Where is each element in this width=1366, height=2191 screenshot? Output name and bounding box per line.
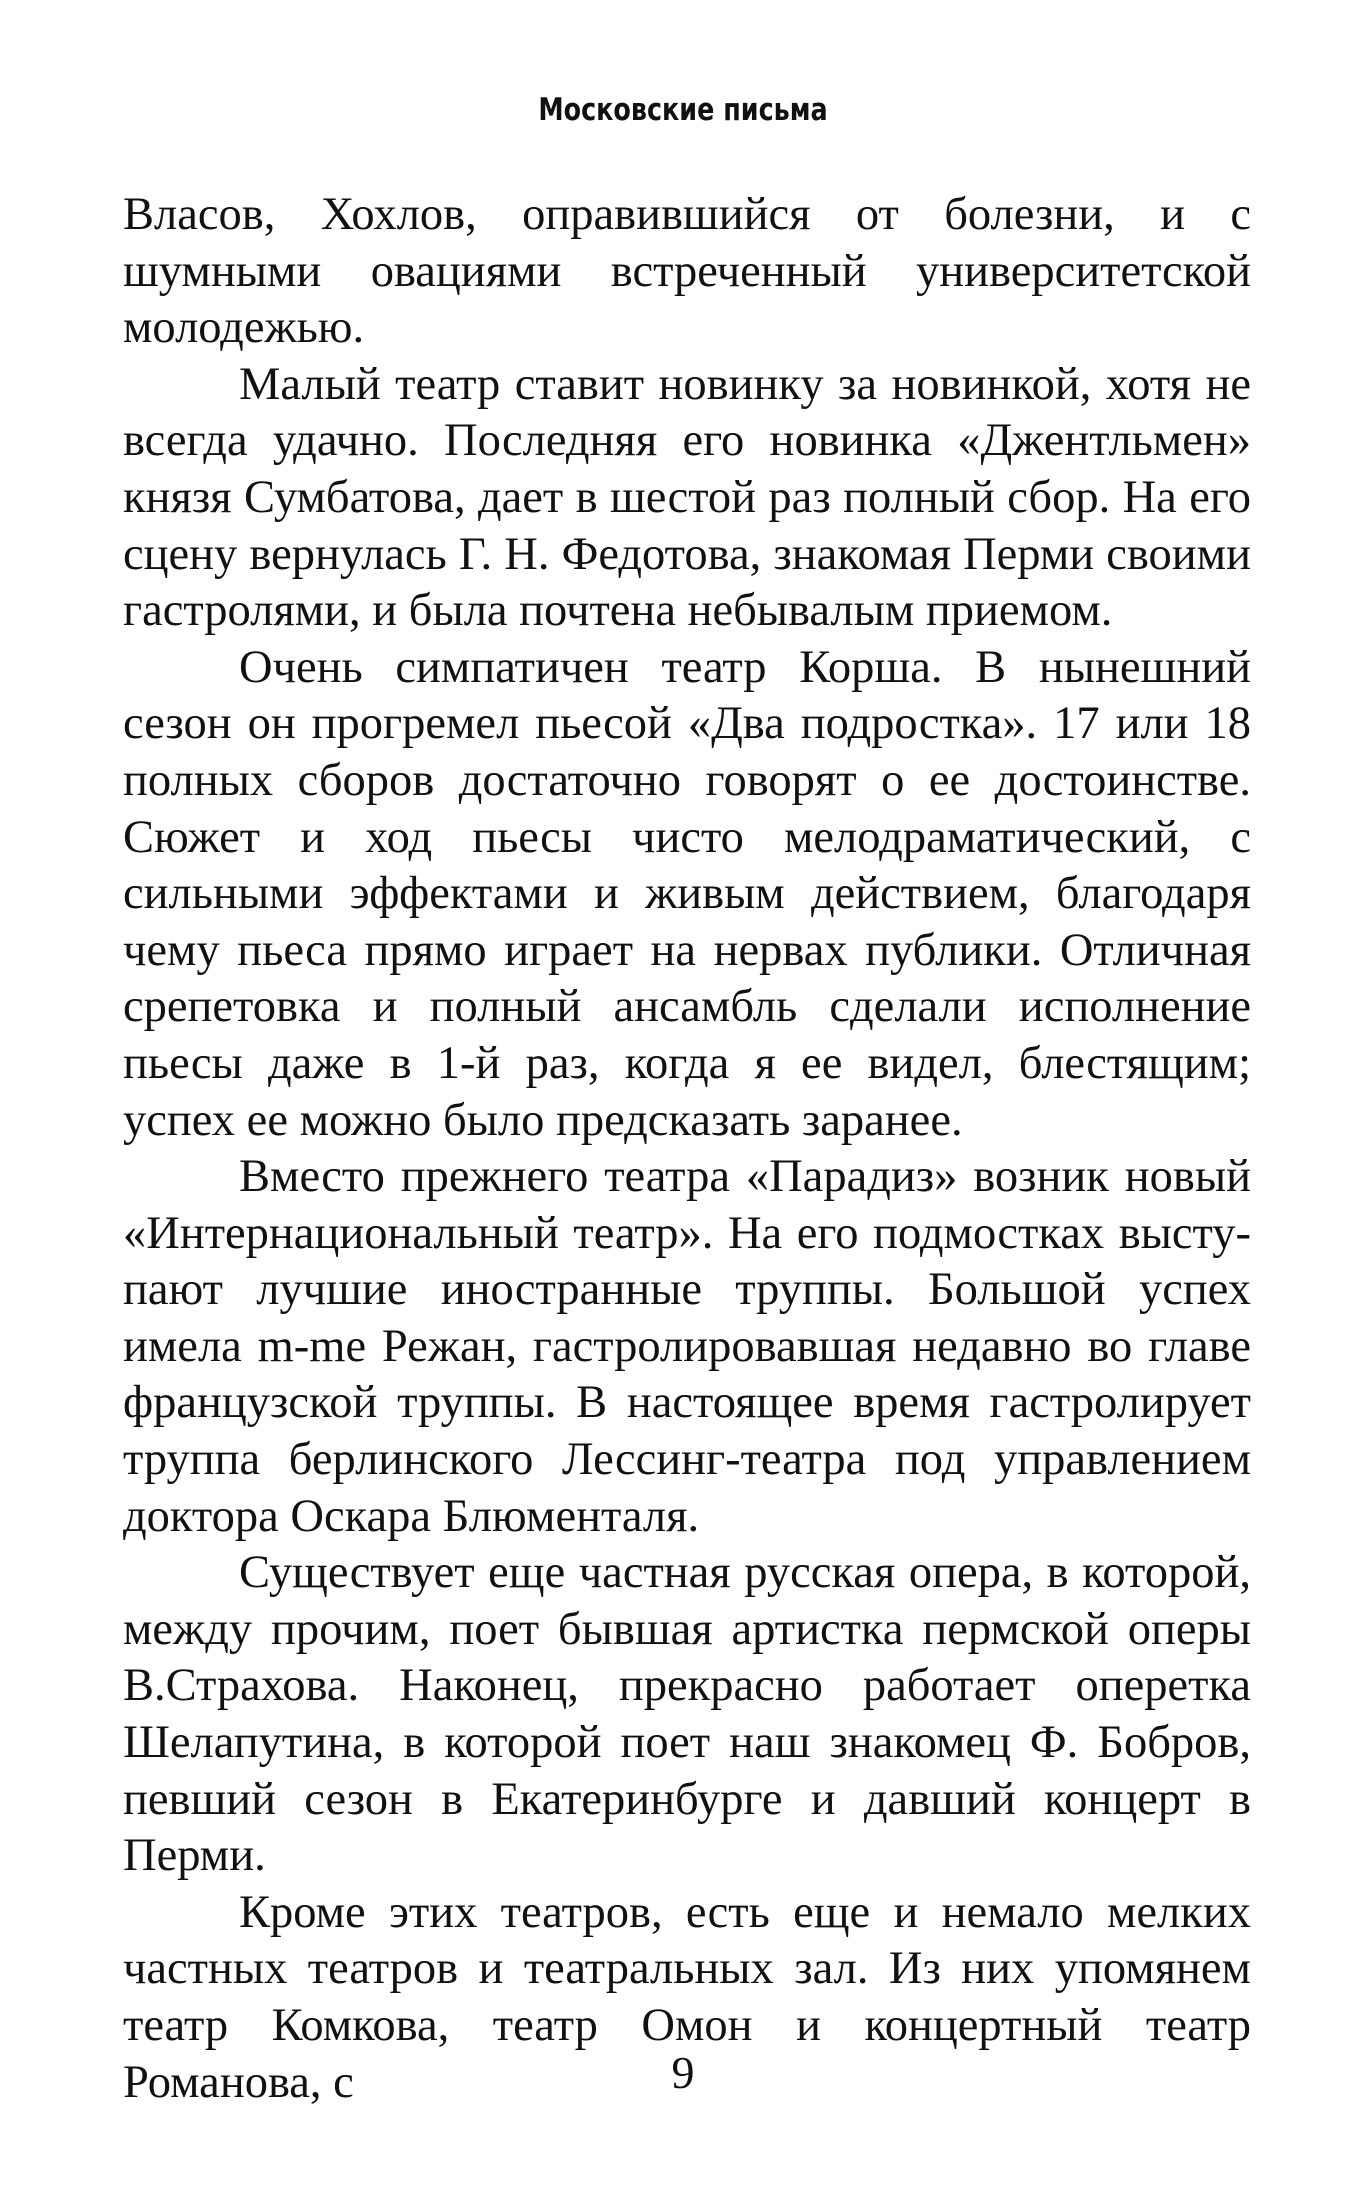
page-number: 9 (671, 2047, 695, 2098)
paragraph-1: Власов, Хохлов, оправившийся от болезни, и с шумными овациями встреченный университетской молодежью. (123, 189, 1251, 354)
body-text (123, 187, 1251, 2111)
paragraph-3: Очень симпатичен театр Корша. В нынешний сезон он прогремел пьесой «Два подростка». 17 или 18 полных сборов достаточно говорят о ее достоинстве. Сюжет и ход пьесы чисто мелодраматический, с сильными эффектами и живым действием, благодаря чему пьеса прямо играет на нервах публики. Отличная срепетовка и полный ансамбль сделали исполнение пьесы даже в 1-й раз, когда я ее видел, блестящим; успех ее можно было предсказать заранее. (123, 641, 1251, 1146)
paragraph-5: Существует еще частная русская опера, в которой, между прочим, поет бывшая артистка пермской оперы В.Страхова. Наконец, прекрасно работает оперетка Шелапутина, в которой поет наш знакомец Ф. Бобров, певший сезон в Екатеринбурге и давший концерт в Перми. (123, 1547, 1251, 1882)
paragraph-6: Кроме этих театров, есть еще и немало мелких частных театров и театральных зал. Из них упомянем театр Комкова, театр Омон и концертный театр Романова, с (123, 1886, 1251, 2108)
running-head: Московские письма (538, 92, 828, 128)
paragraph-2: Малый театр ставит новинку за новинкой, хотя не всегда удачно. Последняя его новинка «Джентльмен» князя Сумбатова, дает в шестой раз полный сбор. На его сцену вернулась Г. Н. Федотова, знакомая Перми своими гастролями, и была почтена небывалым приемом. (123, 358, 1251, 637)
paragraph-4: Вместо прежнего театра «Парадиз» возник новый «Интернациональный театр». На его подмостках выступают лучшие иностранные труппы. Большой успех имела m-me Режан, гастролировавшая недавно во главе французской труппы. В настоящее время гастролирует труппа берлинского Лессинг-театра под управлением доктора Оскара Блюменталя. (123, 1151, 1251, 1542)
